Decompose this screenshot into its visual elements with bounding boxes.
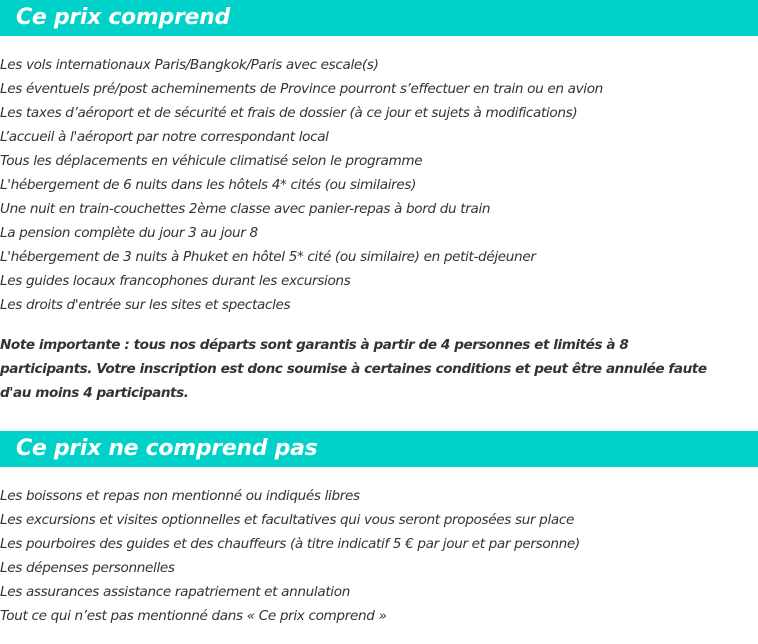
excluded-section-header: Ce prix ne comprend pas: [0, 431, 758, 467]
excluded-item: Tout ce qui n’est pas mentionné dans « Ce prix comprend »: [0, 608, 387, 624]
excluded-list: [0, 484, 580, 628]
included-list: [0, 53, 603, 317]
included-section-header: Ce prix comprend: [0, 0, 758, 36]
included-item: La pension complète du jour 3 au jour 8: [0, 225, 258, 241]
included-item: Les vols internationaux Paris/Bangkok/Paris avec escale(s): [0, 57, 379, 73]
included-item: L'hébergement de 6 nuits dans les hôtels 4* cités (ou similaires): [0, 177, 417, 193]
included-item: Une nuit en train-couchettes 2ème classe avec panier-repas à bord du train: [0, 201, 491, 217]
important-note: Note importante : tous nos départs sont garantis à partir de 4 personnes et limités à 8 participants. Votre inscription est donc soumise à certaines conditions et peut être annulée faute d'au moins 4 participants.: [0, 337, 707, 401]
included-item: Tous les déplacements en véhicule climatisé selon le programme: [0, 153, 423, 169]
included-item: L’accueil à l'aéroport par notre correspondant local: [0, 129, 329, 145]
excluded-item: Les excursions et visites optionnelles et facultatives qui vous seront proposées sur place: [0, 512, 574, 528]
excluded-item: Les pourboires des guides et des chauffeurs (à titre indicatif 5 € par jour et par personne): [0, 536, 580, 552]
excluded-item: Les dépenses personnelles: [0, 560, 175, 576]
included-item: Les guides locaux francophones durant les excursions: [0, 273, 351, 289]
included-item: Les taxes d’aéroport et de sécurité et frais de dossier (à ce jour et sujets à modifications): [0, 105, 578, 121]
excluded-item: Les assurances assistance rapatriement et annulation: [0, 584, 350, 600]
included-item: Les droits d'entrée sur les sites et spectacles: [0, 297, 291, 313]
included-item: L'hébergement de 3 nuits à Phuket en hôtel 5* cité (ou similaire) en petit-déjeuner: [0, 249, 536, 265]
included-item: Les éventuels pré/post acheminements de Province pourront s’effectuer en train ou en avion: [0, 81, 603, 97]
excluded-item: Les boissons et repas non mentionné ou indiqués libres: [0, 488, 360, 504]
